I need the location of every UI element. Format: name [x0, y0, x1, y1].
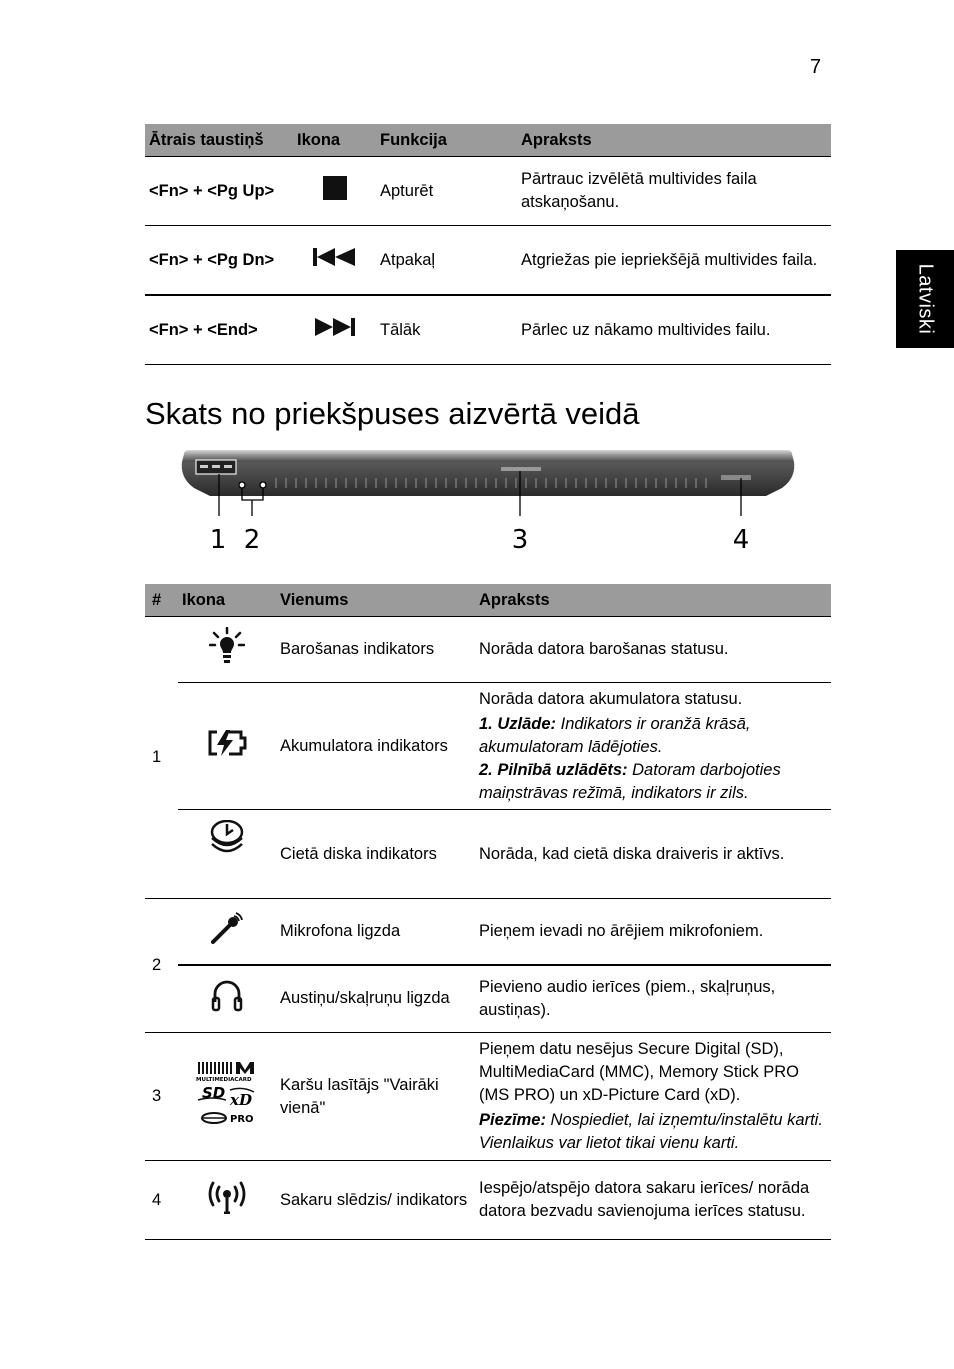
icon-cell	[178, 810, 276, 899]
icon-cell	[293, 157, 376, 226]
item-name: Austiņu/skaļruņu ligzda	[276, 965, 475, 1033]
hotkeys-table	[145, 124, 831, 365]
item-number: 1	[145, 617, 178, 899]
table-header-row	[145, 584, 831, 617]
page-number: 7	[810, 56, 822, 78]
description-cell: Pārlec uz nākamo multivides failu.	[517, 295, 831, 365]
icon-cell	[178, 683, 276, 810]
item-number: 4	[145, 1161, 178, 1240]
icon-cell	[178, 899, 276, 965]
column-header: Funkcija	[376, 124, 517, 157]
table-row	[145, 965, 831, 1033]
hotkey-cell: <Fn> + <Pg Up>	[145, 157, 293, 226]
icon-cell	[293, 295, 376, 365]
components-table	[145, 584, 831, 1240]
note-text: Datoram darbojoties maiņstrāvas režīmā, indikators ir zils.	[479, 760, 781, 802]
column-header: Vienums	[276, 584, 475, 617]
item-description: Norāda datora barošanas statusu.	[475, 617, 831, 683]
item-description: Pieņem ievadi no ārējiem mikrofoniem.	[475, 899, 831, 965]
item-name: Karšu lasītājs "Vairāki vienā"	[276, 1033, 475, 1161]
icon-cell	[178, 1161, 276, 1240]
item-number: 3	[145, 1033, 178, 1161]
stop-icon	[323, 176, 347, 200]
description-note	[479, 759, 827, 805]
hard-disk-icon	[210, 820, 244, 856]
item-description	[475, 683, 831, 810]
item-description: Pievieno audio ierīces (piem., skaļruņus, austiņas).	[475, 965, 831, 1033]
description-main: Pieņem datu nesējus Secure Digital (SD), MultiMediaCard (MMC), Memory Stick PRO (MS PRO) un xD-Picture Card (xD).	[479, 1040, 799, 1104]
icon-cell	[178, 617, 276, 683]
callout-3: 3	[511, 525, 529, 555]
table-header-row	[145, 124, 831, 157]
description-note	[479, 713, 827, 759]
logo-xd: xD	[230, 1091, 252, 1109]
previous-track-icon	[313, 248, 357, 266]
item-description: Norāda, kad cietā diska draiveris ir aktīvs.	[475, 810, 831, 899]
column-header: Apraksts	[475, 584, 831, 617]
language-tab	[896, 250, 954, 348]
callout-1: 1	[209, 525, 227, 555]
table-row	[145, 617, 831, 683]
function-cell: Apturēt	[376, 157, 517, 226]
battery-indicator-icon	[207, 730, 247, 756]
note-label: Piezīme:	[479, 1111, 546, 1129]
column-header: #	[145, 584, 178, 617]
headphones-icon	[210, 978, 244, 1012]
power-indicator-icon	[209, 627, 245, 665]
item-name: Akumulatora indikators	[276, 683, 475, 810]
table-row	[145, 810, 831, 899]
table-row	[145, 1161, 831, 1240]
icon-cell	[178, 1033, 276, 1161]
logo-pro: PRO	[230, 1114, 254, 1125]
description-cell: Atgriežas pie iepriekšējā multivides faila.	[517, 226, 831, 296]
language-tab-label: Latviski	[914, 263, 937, 335]
column-header: Apraksts	[517, 124, 831, 157]
description-main: Norāda datora akumulatora statusu.	[479, 689, 743, 708]
table-row	[145, 683, 831, 810]
item-description: Iespējo/atspējo datora sakaru ierīces/ norāda datora bezvadu savienojuma ierīces statusu.	[475, 1161, 831, 1240]
laptop-front-view-illustration	[176, 448, 800, 558]
callout-4: 4	[732, 525, 750, 555]
note-label: 1. Uzlāde:	[479, 714, 557, 733]
note-label: 2. Pilnībā uzlādēts:	[479, 760, 628, 779]
table-row	[145, 899, 831, 965]
function-cell: Tālāk	[376, 295, 517, 365]
item-description	[475, 1033, 831, 1161]
item-name: Cietā diska indikators	[276, 810, 475, 899]
column-header: Ātrais taustiņš	[145, 124, 293, 157]
logo-multimediacard: MULTIMEDIACARD	[196, 1077, 252, 1083]
description-cell: Pārtrauc izvēlētā multivides faila atskaņošanu.	[517, 157, 831, 226]
note-text: Nospiediet, lai izņemtu/instalētu karti. Vienlaikus var lietot tikai vienu karti.	[479, 1111, 823, 1152]
microphone-icon	[210, 911, 244, 945]
function-cell: Atpakaļ	[376, 226, 517, 296]
card-reader-icon	[194, 1060, 260, 1126]
column-header: Ikona	[178, 584, 276, 617]
item-name: Mikrofona ligzda	[276, 899, 475, 965]
icon-cell	[178, 965, 276, 1033]
item-name: Barošanas indikators	[276, 617, 475, 683]
wireless-switch-icon	[204, 1180, 250, 1214]
table-row	[145, 157, 831, 226]
table-row	[145, 226, 831, 296]
icon-cell	[293, 226, 376, 296]
section-title: Skats no priekšpuses aizvērtā veidā	[145, 396, 640, 431]
hotkey-cell: <Fn> + <Pg Dn>	[145, 226, 293, 296]
note-text: Indikators ir oranžā krāsā, akumulatoram lādējoties.	[479, 714, 751, 756]
next-track-icon	[313, 318, 357, 336]
logo-sd: SD	[202, 1084, 226, 1102]
item-name: Sakaru slēdzis/ indikators	[276, 1161, 475, 1240]
item-number: 2	[145, 899, 178, 1033]
table-row	[145, 1033, 831, 1161]
description-note	[479, 1109, 827, 1155]
hotkey-cell: <Fn> + <End>	[145, 295, 293, 365]
callout-2: 2	[243, 525, 261, 555]
table-row	[145, 295, 831, 365]
column-header: Ikona	[293, 124, 376, 157]
